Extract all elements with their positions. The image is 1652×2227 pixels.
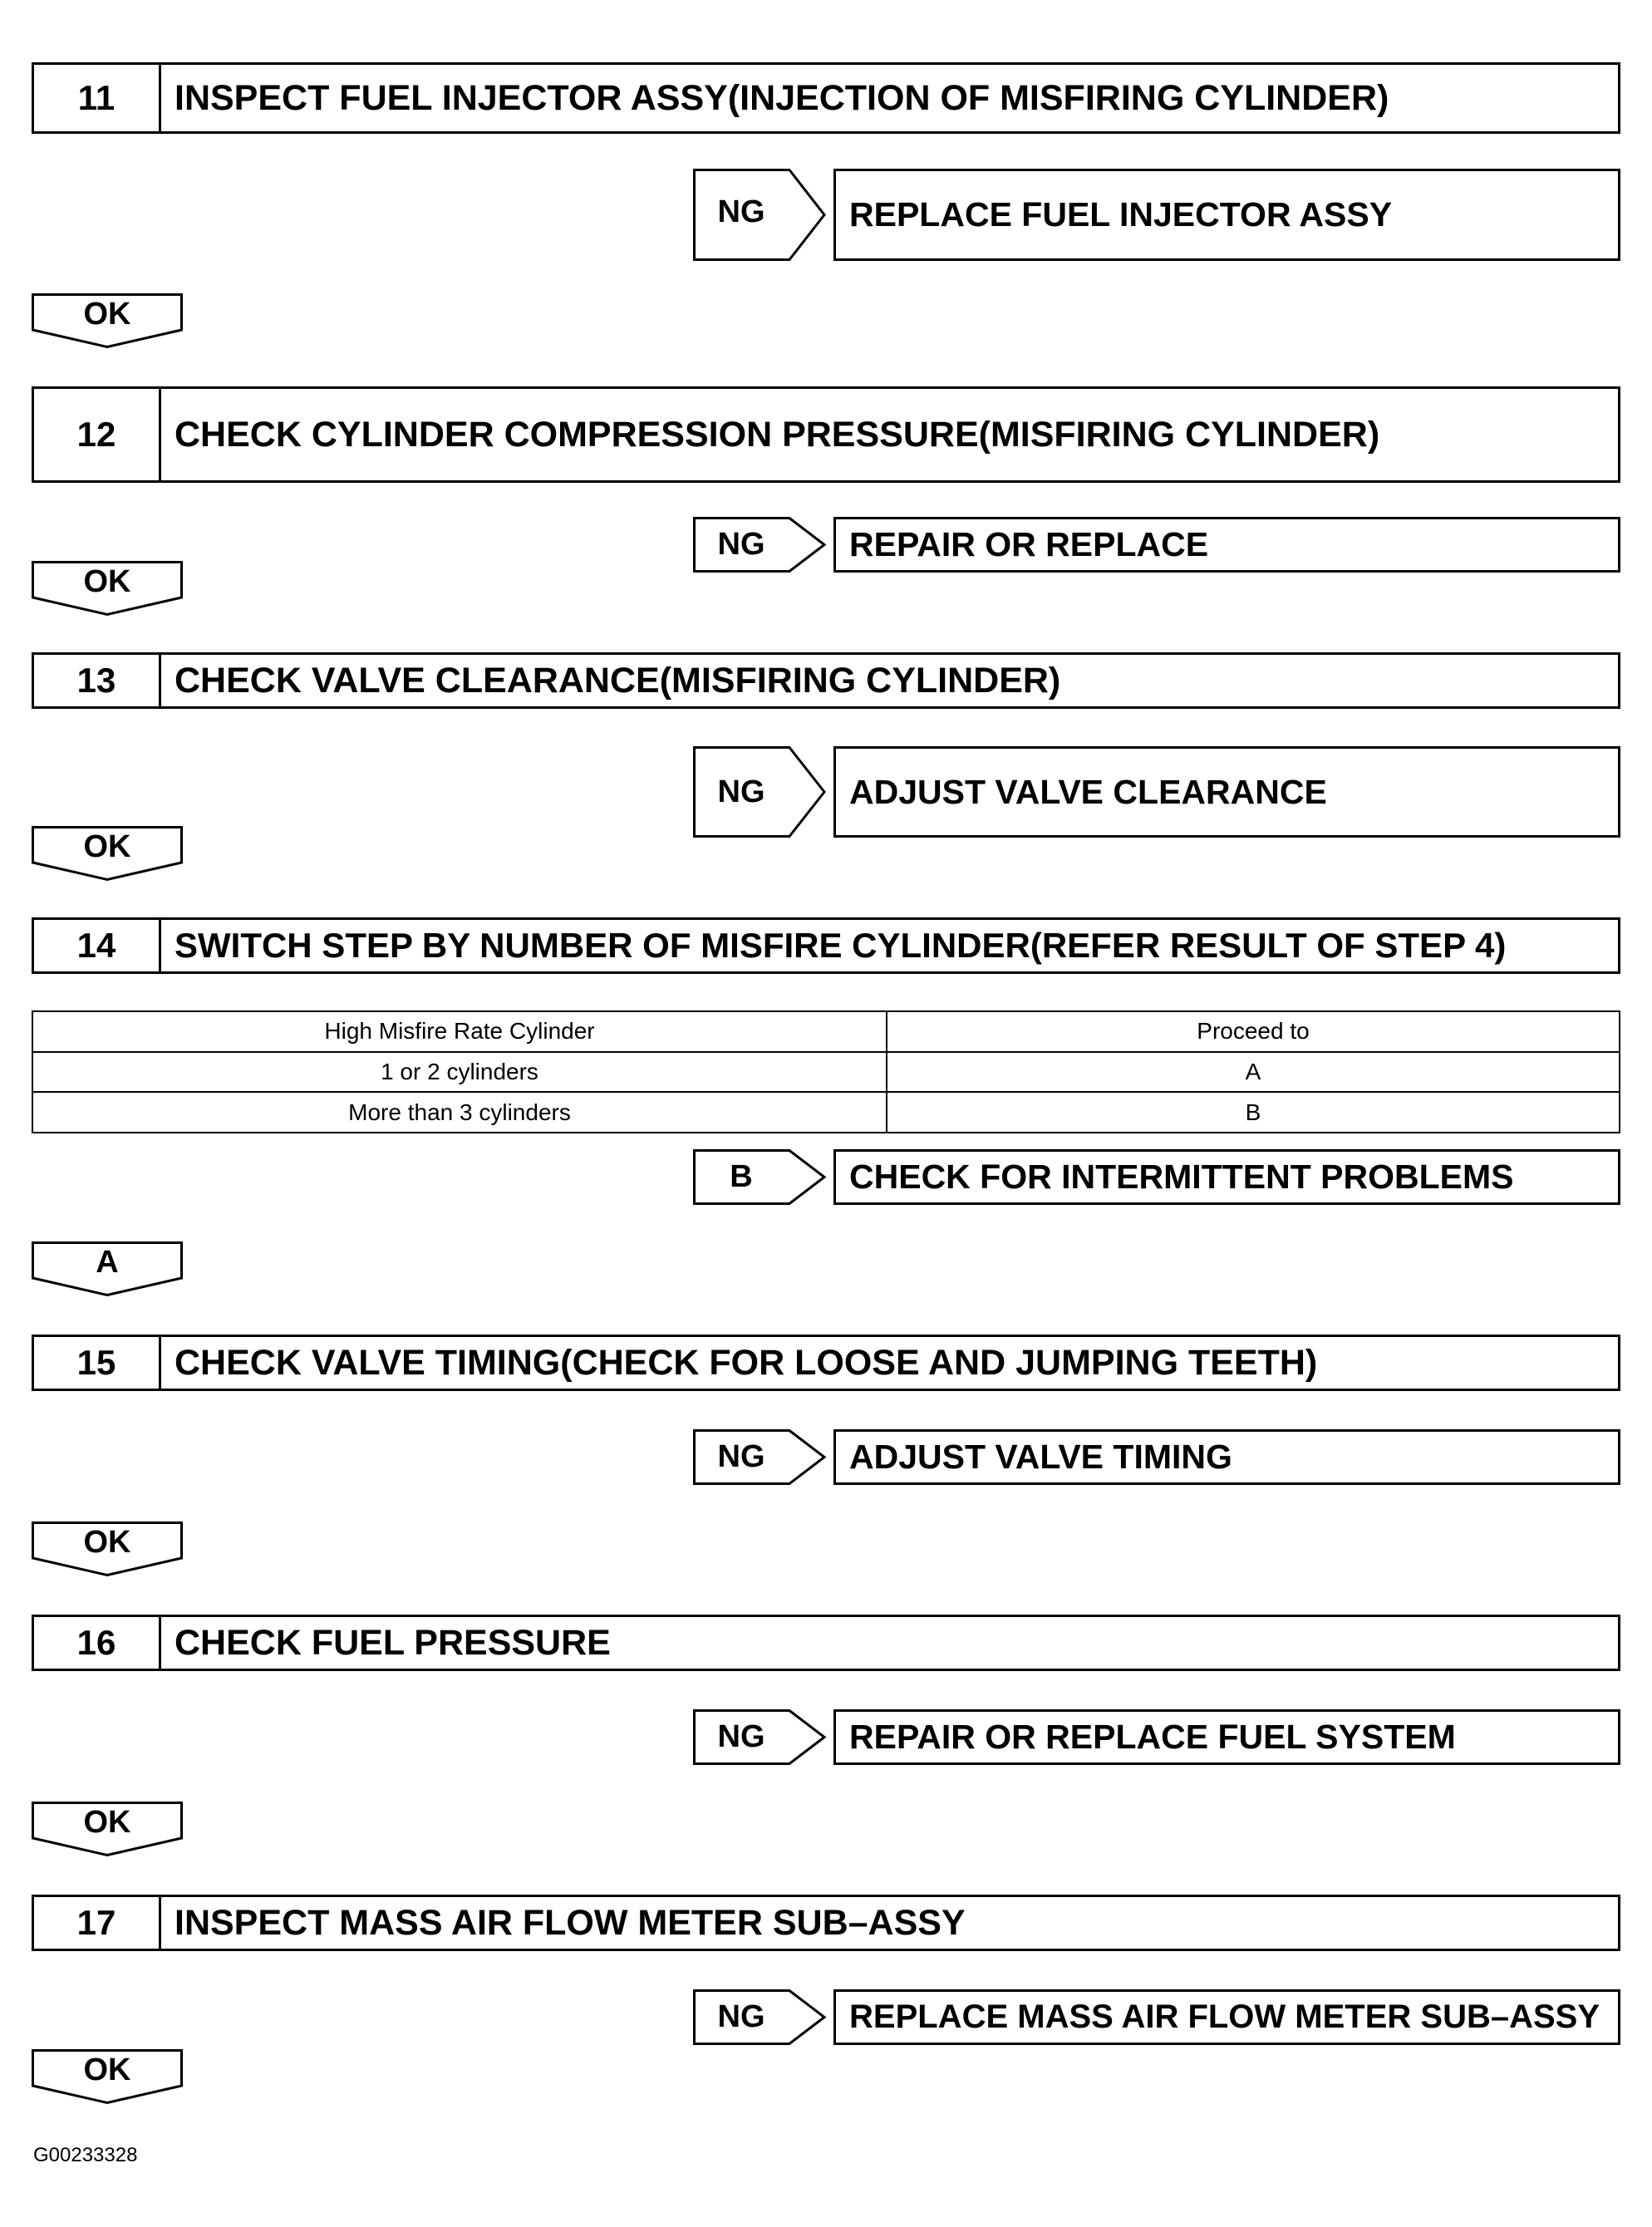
ng-label: NG bbox=[717, 527, 765, 562]
step-title: CHECK VALVE TIMING(CHECK FOR LOOSE AND JUMPING TEETH) bbox=[175, 1342, 1318, 1383]
action-box-replace-injector: REPLACE FUEL INJECTOR ASSY bbox=[833, 169, 1620, 261]
step-17-box bbox=[32, 1895, 1620, 1951]
table-cell: B bbox=[887, 1092, 1620, 1133]
ok-label: OK bbox=[83, 829, 131, 864]
step-title: CHECK CYLINDER COMPRESSION PRESSURE(MISFIRING CYLINDER) bbox=[175, 414, 1380, 455]
ng-label: NG bbox=[717, 774, 765, 809]
action-box-repair-fuel-system: REPAIR OR REPLACE FUEL SYSTEM bbox=[833, 1709, 1620, 1765]
step-14-box bbox=[32, 917, 1620, 974]
step-12-box bbox=[32, 386, 1620, 483]
action-box-replace-maf: REPLACE MASS AIR FLOW METER SUB–ASSY bbox=[833, 1989, 1620, 2045]
step-number: 13 bbox=[34, 655, 161, 706]
step-title: INSPECT FUEL INJECTOR ASSY(INJECTION OF MISFIRING CYLINDER) bbox=[175, 77, 1389, 118]
step-title: CHECK FUEL PRESSURE bbox=[175, 1622, 611, 1663]
table-cell: More than 3 cylinders bbox=[32, 1092, 887, 1133]
step-number: 12 bbox=[34, 389, 161, 480]
action-box-intermittent: CHECK FOR INTERMITTENT PROBLEMS bbox=[833, 1149, 1620, 1205]
table-row bbox=[32, 1092, 1620, 1133]
a-label: A bbox=[96, 1245, 119, 1280]
b-label: B bbox=[730, 1159, 753, 1194]
ok-label: OK bbox=[83, 2052, 131, 2087]
figure-code: G00233328 bbox=[33, 2144, 138, 2166]
step-number: 14 bbox=[34, 920, 161, 971]
table-row bbox=[32, 1052, 1620, 1093]
step-16-box bbox=[32, 1615, 1620, 1671]
ng-label: NG bbox=[717, 1719, 765, 1754]
ok-label: OK bbox=[83, 1805, 131, 1840]
proceed-table bbox=[32, 1010, 1620, 1133]
ng-label: NG bbox=[717, 194, 765, 229]
action-box-adjust-timing: ADJUST VALVE TIMING bbox=[833, 1429, 1620, 1485]
table-header-row bbox=[32, 1011, 1620, 1052]
step-number: 11 bbox=[34, 65, 161, 131]
table-header-cell: High Misfire Rate Cylinder bbox=[32, 1011, 887, 1052]
ng-label: NG bbox=[717, 1999, 765, 2034]
step-number: 17 bbox=[34, 1897, 161, 1949]
step-title: SWITCH STEP BY NUMBER OF MISFIRE CYLINDER(REFER RESULT OF STEP 4) bbox=[175, 926, 1507, 965]
table-cell: 1 or 2 cylinders bbox=[32, 1052, 887, 1093]
ok-label: OK bbox=[83, 297, 131, 332]
step-number: 16 bbox=[34, 1617, 161, 1669]
ng-label: NG bbox=[717, 1439, 765, 1474]
step-number: 15 bbox=[34, 1337, 161, 1389]
table-header-cell: Proceed to bbox=[887, 1011, 1620, 1052]
ok-label: OK bbox=[83, 1525, 131, 1560]
action-box-adjust-clearance: ADJUST VALVE CLEARANCE bbox=[833, 746, 1620, 838]
action-box-repair-replace: REPAIR OR REPLACE bbox=[833, 517, 1620, 573]
step-title: CHECK VALVE CLEARANCE(MISFIRING CYLINDER) bbox=[175, 660, 1061, 701]
step-title: INSPECT MASS AIR FLOW METER SUB–ASSY bbox=[175, 1902, 966, 1943]
ok-label: OK bbox=[83, 564, 131, 599]
step-11-box bbox=[32, 62, 1620, 134]
step-15-box bbox=[32, 1335, 1620, 1391]
step-13-box bbox=[32, 652, 1620, 709]
table-cell: A bbox=[887, 1052, 1620, 1093]
